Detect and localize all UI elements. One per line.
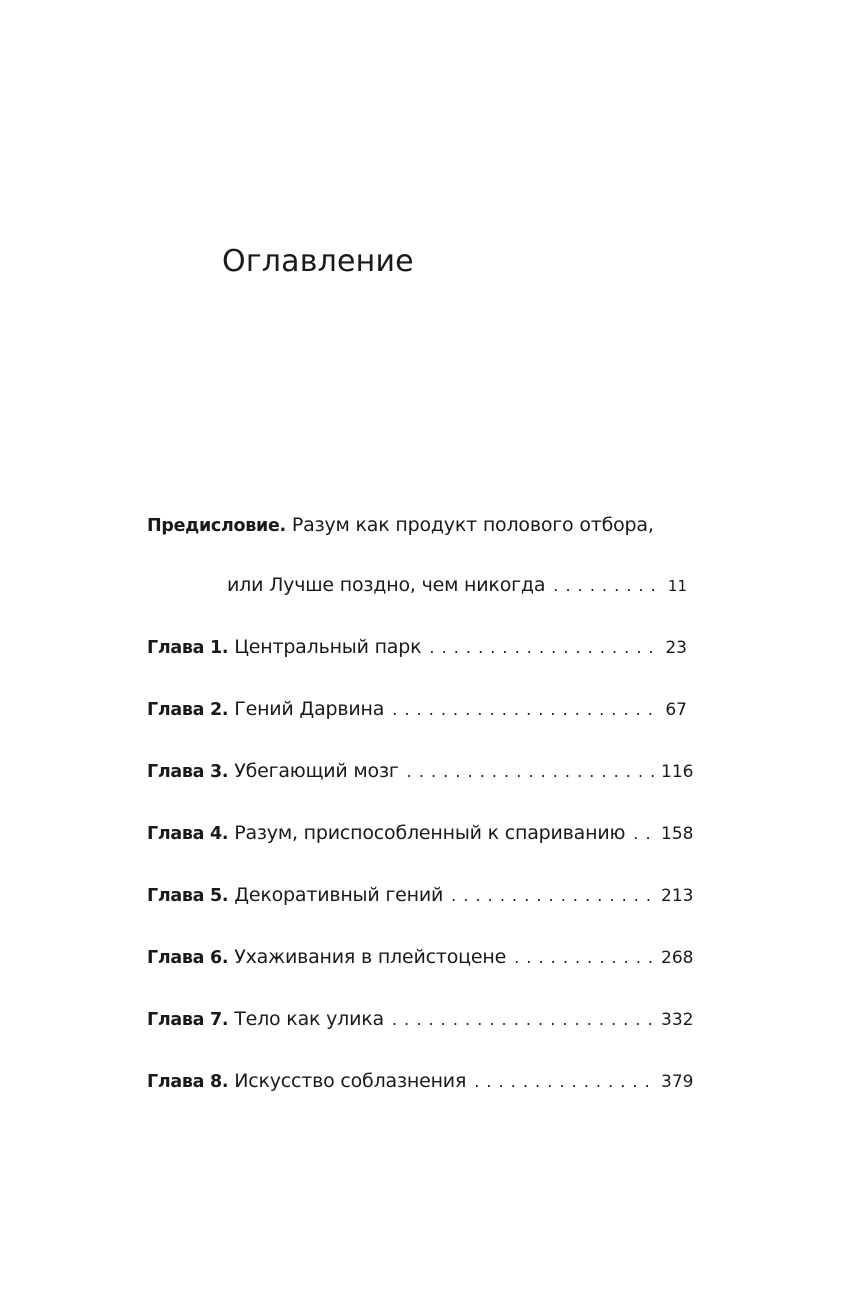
toc-entry-chapter-3[interactable] [147,753,694,815]
dot-leader [407,754,655,790]
toc-entry-label: Глава 1. [147,638,229,658]
toc-entry-label: Предисловие. [147,516,286,536]
toc-entry-title: Убегающий мозг [234,760,399,782]
toc-page-number: 116 [661,762,694,782]
toc-entry-label: Глава 3. [147,762,229,782]
dot-leader [514,940,655,976]
toc-entry-label: Глава 6. [147,948,229,968]
toc-entry-chapter-6[interactable] [147,939,694,1001]
toc-page-number: 23 [665,638,687,658]
toc-entry-title-continued: или Лучше поздно, чем никогда [227,574,546,596]
dot-leader [553,568,655,604]
toc-entry-preface-continued[interactable] [147,567,687,629]
dot-leader [633,816,655,852]
toc-entry-label: Глава 2. [147,700,229,720]
table-of-contents [147,507,694,1125]
toc-entry-chapter-5[interactable] [147,877,694,939]
toc-entry-line-2 [147,567,687,604]
toc-entry-title: Декоративный гений [234,884,444,906]
toc-entry-line-1 [147,507,687,544]
dot-leader [429,630,655,666]
toc-entry-chapter-1[interactable] [147,629,687,691]
toc-entry-title: Ухаживания в плейстоцене [234,946,507,968]
toc-entry-title: Тело как улика [234,1008,384,1030]
toc-entry-preface[interactable] [147,507,687,567]
toc-entry-title: Разум, приспособленный к спариванию [234,822,626,844]
toc-page-number: 213 [661,886,694,906]
toc-entry-chapter-2[interactable] [147,691,687,753]
toc-page-number: 379 [661,1072,694,1092]
toc-entry-label: Глава 5. [147,886,229,906]
toc-page-number: 11 [667,577,687,595]
toc-entry-label: Глава 7. [147,1010,229,1030]
page-title: Оглавление [222,244,414,279]
toc-page-number: 332 [661,1010,694,1030]
toc-page-number: 67 [665,700,687,720]
toc-entry-title: Гений Дарвина [234,698,385,720]
toc-entry-chapter-4[interactable] [147,815,694,877]
toc-entry-title: Разум как продукт полового отбора, [291,514,654,536]
dot-leader [392,1002,655,1038]
toc-entry-title: Центральный парк [234,636,422,658]
dot-leader [392,692,655,728]
toc-entry-label: Глава 8. [147,1072,229,1092]
toc-entry-chapter-8[interactable] [147,1063,694,1125]
toc-page-number: 268 [661,948,694,968]
toc-entry-label: Глава 4. [147,824,229,844]
dot-leader [474,1064,655,1100]
toc-entry-title: Искусство соблазнения [234,1070,467,1092]
dot-leader [451,878,655,914]
toc-page-number: 158 [661,824,694,844]
toc-entry-chapter-7[interactable] [147,1001,694,1063]
